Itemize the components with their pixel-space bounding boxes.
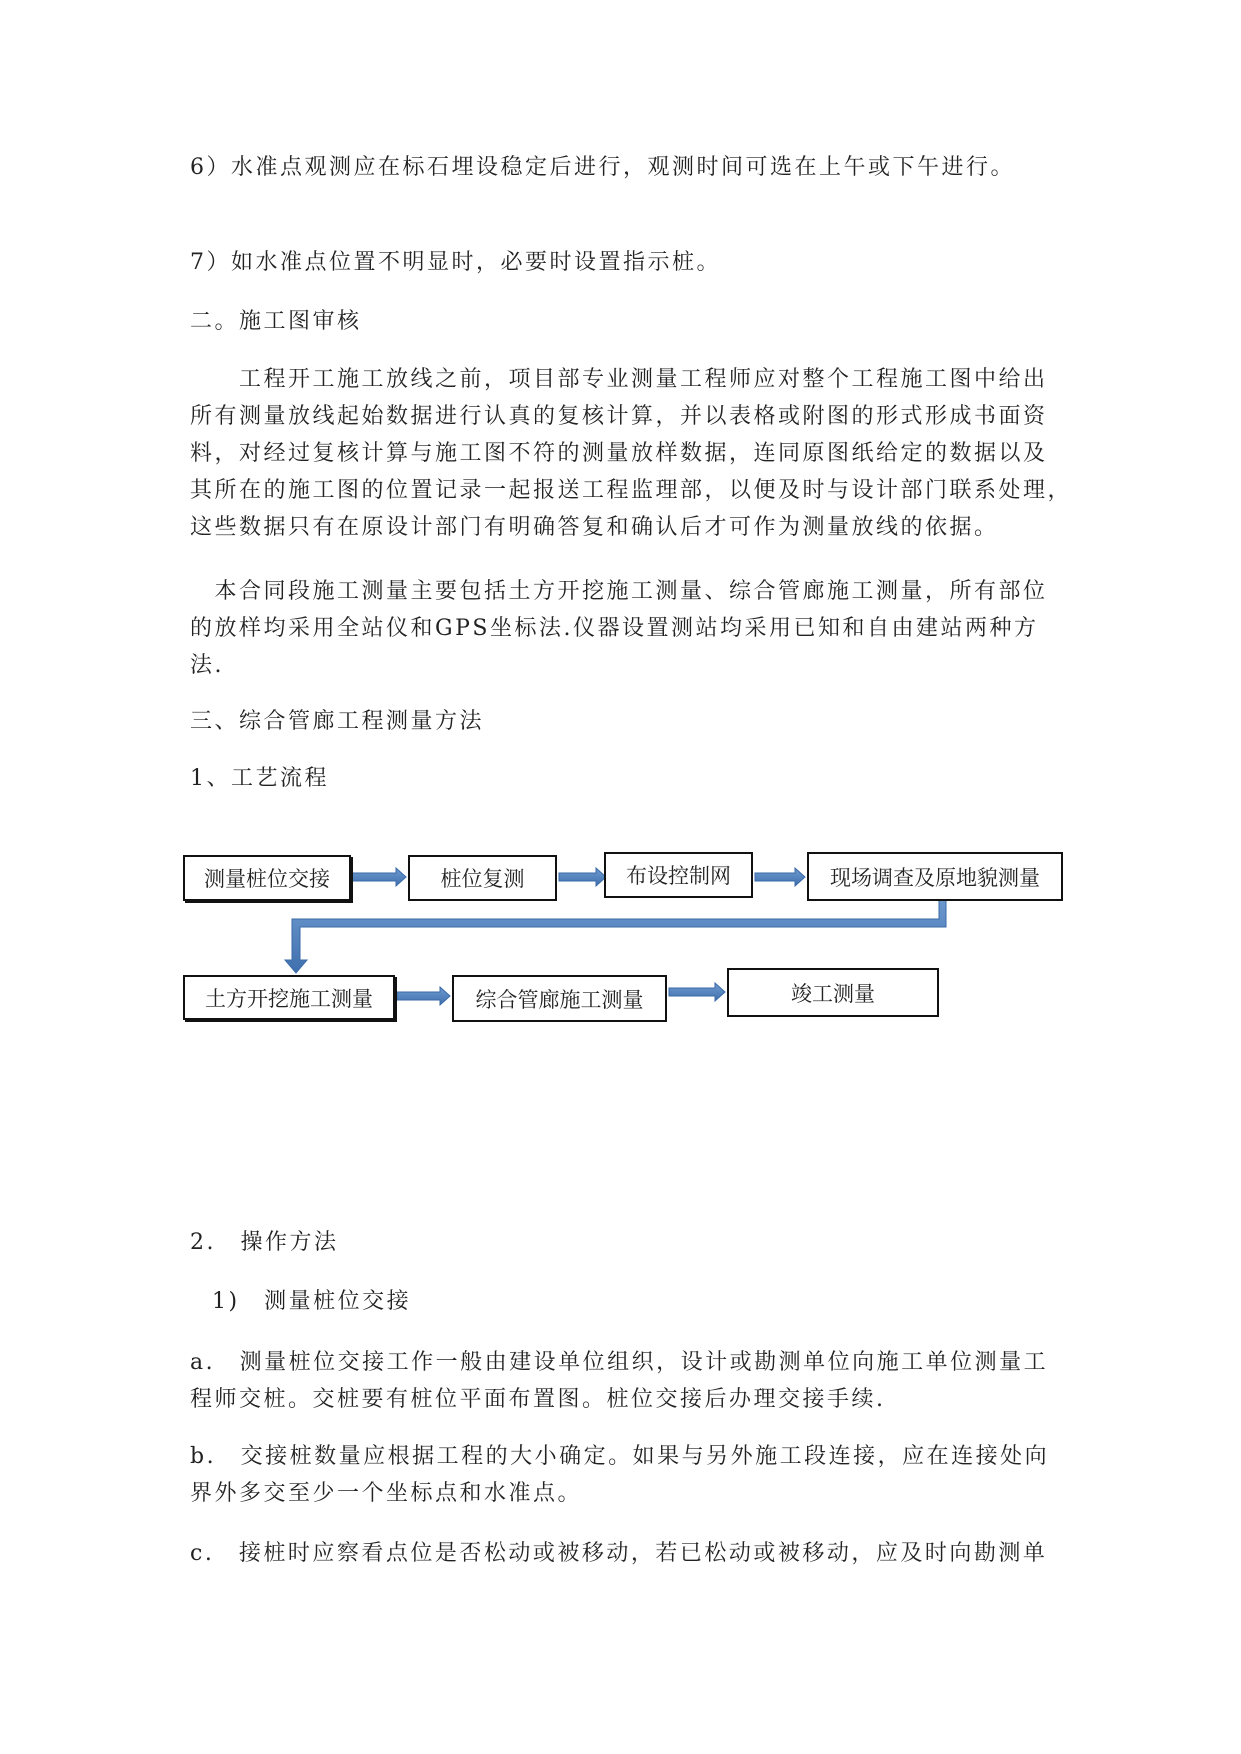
item-a-paragraph <box>190 1344 1060 1418</box>
section-3-heading: 三、综合管廊工程测量方法 <box>190 709 485 734</box>
flow-step-stake-recheck: 桩位复测 <box>408 855 557 901</box>
item-b-paragraph <box>190 1438 1060 1512</box>
section-2-heading: 二。施工图审核 <box>190 309 362 334</box>
flow-step-site-survey: 现场调查及原地貌测量 <box>807 852 1063 901</box>
paragraph-line: 的放样均采用全站仪和GPS坐标法.仪器设置测站均采用已知和自由建站两种方 <box>190 616 1039 641</box>
paragraph-line: a. 测量桩位交接工作一般由建设单位组织，设计或勘测单位向施工单位测量工 <box>190 1350 1049 1375</box>
flow-step-completion-survey: 竣工测量 <box>727 968 939 1017</box>
paragraph-line: 界外多交至少一个坐标点和水准点。 <box>190 1481 583 1506</box>
arrow-right-icon <box>352 868 406 886</box>
item-6-text: 6）水准点观测应在标石埋设稳定后进行，观测时间可选在上午或下午进行。 <box>190 155 1015 180</box>
connector-arrow-icon <box>285 896 946 973</box>
arrow-right-icon <box>669 983 725 1001</box>
flow-step-earthwork-survey: 土方开挖施工测量 <box>183 975 395 1020</box>
paragraph-line: 工程开工施工放线之前，项目部专业测量工程师应对整个工程施工图中给出 <box>190 367 1048 392</box>
operation-methods-heading: 2. 操作方法 <box>190 1230 339 1255</box>
flow-step-control-network: 布设控制网 <box>604 852 753 898</box>
paragraph-line: 法. <box>190 653 224 678</box>
paragraph-line: 本合同段施工测量主要包括土方开挖施工测量、综合管廊施工测量，所有部位 <box>190 579 1048 604</box>
paragraph-line: c. 接桩时应察看点位是否松动或被移动，若已松动或被移动，应及时向勘测单 <box>190 1541 1048 1566</box>
item-c-paragraph <box>190 1535 1060 1572</box>
arrow-right-icon <box>397 987 450 1005</box>
paragraph-line: b. 交接桩数量应根据工程的大小确定。如果与另外施工段连接，应在连接处向 <box>190 1444 1050 1469</box>
paragraph-line: 程师交桩。交桩要有桩位平面布置图。桩位交接后办理交接手续. <box>190 1387 886 1412</box>
sub-heading-stake-handover: 1) 测量桩位交接 <box>212 1289 412 1314</box>
process-flow-heading: 1、工艺流程 <box>190 766 329 791</box>
paragraph-line: 其所在的施工图的位置记录一起报送工程监理部，以便及时与设计部门联系处理， <box>190 478 1073 503</box>
flow-step-survey-handover: 测量桩位交接 <box>183 855 351 901</box>
flow-step-utility-tunnel-survey: 综合管廊施工测量 <box>452 975 667 1022</box>
paragraph-line: 料，对经过复核计算与施工图不符的测量放样数据，连同原图纸给定的数据以及 <box>190 441 1048 466</box>
arrow-right-icon <box>755 868 805 886</box>
paragraph-line: 这些数据只有在原设计部门有明确答复和确认后才可作为测量放线的依据。 <box>190 515 999 540</box>
paragraph-line: 所有测量放线起始数据进行认真的复核计算，并以表格或附图的形式形成书面资 <box>190 404 1048 429</box>
item-7-text: 7）如水准点位置不明显时，必要时设置指示桩。 <box>190 250 721 275</box>
arrow-right-icon <box>559 868 606 886</box>
